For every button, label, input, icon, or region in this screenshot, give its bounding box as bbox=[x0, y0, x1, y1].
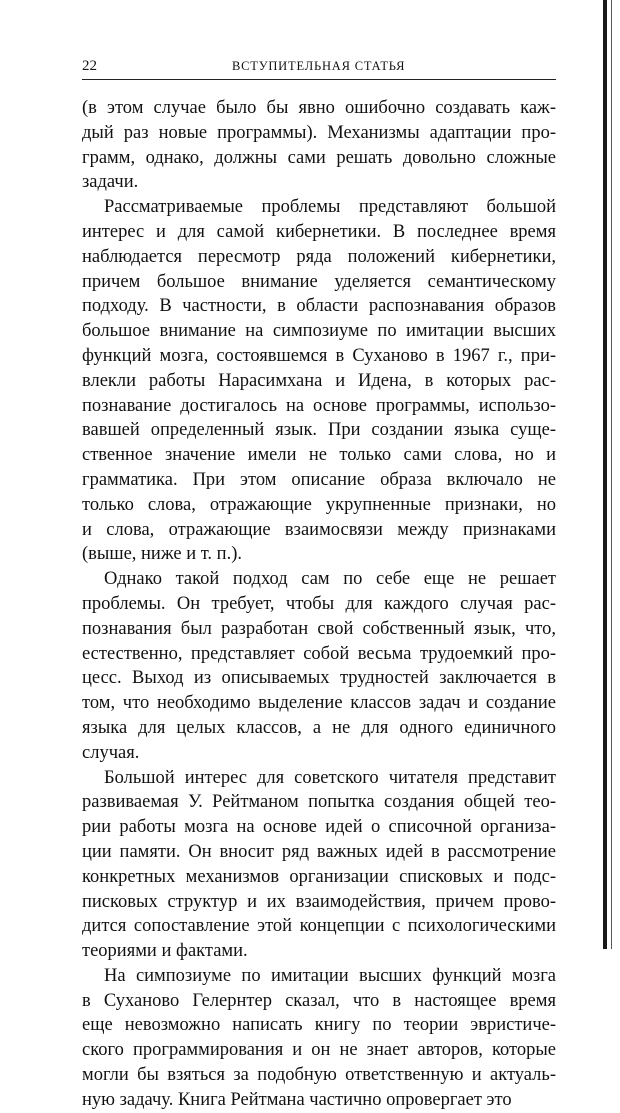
text-line: том, что необходимо выделение классов задач и создание bbox=[82, 693, 556, 714]
text-line: влекли работы Нарасимхана и Идена, в которых рас- bbox=[82, 370, 556, 391]
text-line: подходу. В частности, в области распознавания образов bbox=[82, 296, 556, 317]
text-line: наблюдается пересмотр ряда положений кибернетики, bbox=[82, 246, 556, 267]
text-line: дится сопоставление этой концепции с психологическими bbox=[82, 916, 556, 937]
text-line: функций мозга, состоявшемся в Суханово в 1967 г., при- bbox=[82, 345, 556, 366]
text-line: (выше, ниже и т. п.). bbox=[82, 544, 242, 565]
text-line: интерес и для самой кибернетики. В последнее время bbox=[82, 221, 556, 242]
text-line: грамм, однако, должны сами решать довольно сложные bbox=[82, 147, 556, 168]
text-line: писковых структур и их взаимодействия, причем прово- bbox=[82, 891, 556, 912]
text-line: На симпозиуме по имитации высших функций мозга bbox=[104, 965, 556, 986]
page-header bbox=[82, 58, 556, 80]
page-edge-shadow bbox=[603, 0, 607, 949]
text-line: задачи. bbox=[82, 172, 139, 193]
text-line: теориями и фактами. bbox=[82, 941, 248, 962]
text-line: развиваемая У. Рейтманом попытка создания общей тео- bbox=[82, 792, 556, 813]
text-line: (в этом случае было бы явно ошибочно создавать каж- bbox=[82, 98, 556, 118]
running-title: ВСТУПИТЕЛЬНАЯ СТАТЬЯ bbox=[232, 59, 406, 73]
text-line: вавшей определенный язык. При создании языка суще- bbox=[82, 420, 556, 441]
text-line: Рассматриваемые проблемы представляют большой bbox=[104, 197, 556, 218]
text-line: естественно, представляет собой весьма трудоемкий про- bbox=[82, 643, 556, 664]
text-line: большое внимание на симпозиуме по имитации высших bbox=[82, 321, 556, 342]
paragraph bbox=[82, 964, 556, 1113]
text-line: рии работы мозга на основе идей о списочной организа- bbox=[82, 817, 556, 838]
text-line: ную задачу. Книга Рейтмана частично опровергает это bbox=[82, 1089, 512, 1110]
text-line: причем большое внимание уделяется семантическому bbox=[82, 271, 556, 292]
text-line: только слова, отражающие укрупненные признаки, но bbox=[82, 494, 556, 515]
text-line: ского программирования и он не знает авторов, которые bbox=[82, 1040, 556, 1061]
text-line: Однако такой подход сам по себе еще не решает bbox=[104, 569, 556, 590]
page-edge-line bbox=[611, 0, 612, 949]
paragraph bbox=[82, 766, 556, 964]
text-line: еще невозможно написать книгу по теории эвристиче- bbox=[82, 1015, 556, 1036]
paragraph bbox=[82, 96, 556, 195]
text-line: дый раз новые программы). Механизмы адаптации про- bbox=[82, 122, 556, 143]
text-line: и слова, отражающие взаимосвязи между признаками bbox=[82, 519, 556, 540]
text-line: ственное значение имели не только сами слова, но и bbox=[82, 445, 556, 466]
text-line: случая. bbox=[82, 742, 140, 763]
paragraph bbox=[82, 195, 556, 567]
text-line: могли бы взяться за подобную ответственную и актуаль- bbox=[82, 1065, 556, 1086]
text-line: грамматика. При этом описание образа включало не bbox=[82, 469, 556, 490]
header-rule bbox=[82, 79, 556, 80]
text-line: проблемы. Он требует, чтобы для каждого случая рас- bbox=[82, 593, 556, 614]
text-line: Большой интерес для советского читателя представит bbox=[104, 767, 556, 788]
text-line: языка для целых классов, а не для одного единичного bbox=[82, 717, 556, 738]
body-text bbox=[82, 96, 556, 1113]
text-line: в Суханово Гелернтер сказал, что в настоящее время bbox=[82, 990, 556, 1011]
text-line: конкретных механизмов организации списковых и подс- bbox=[82, 866, 556, 887]
text-line: цесс. Выход из описываемых трудностей заключается в bbox=[82, 668, 556, 689]
page-number: 22 bbox=[82, 58, 97, 74]
paragraph bbox=[82, 567, 556, 765]
text-line: ции памяти. Он вносит ряд важных идей в рассмотрение bbox=[82, 841, 556, 862]
text-line: познавания был разработан свой собственный язык, что, bbox=[82, 618, 556, 639]
text-line: познавание достигалось на основе программы, использо- bbox=[82, 395, 556, 416]
